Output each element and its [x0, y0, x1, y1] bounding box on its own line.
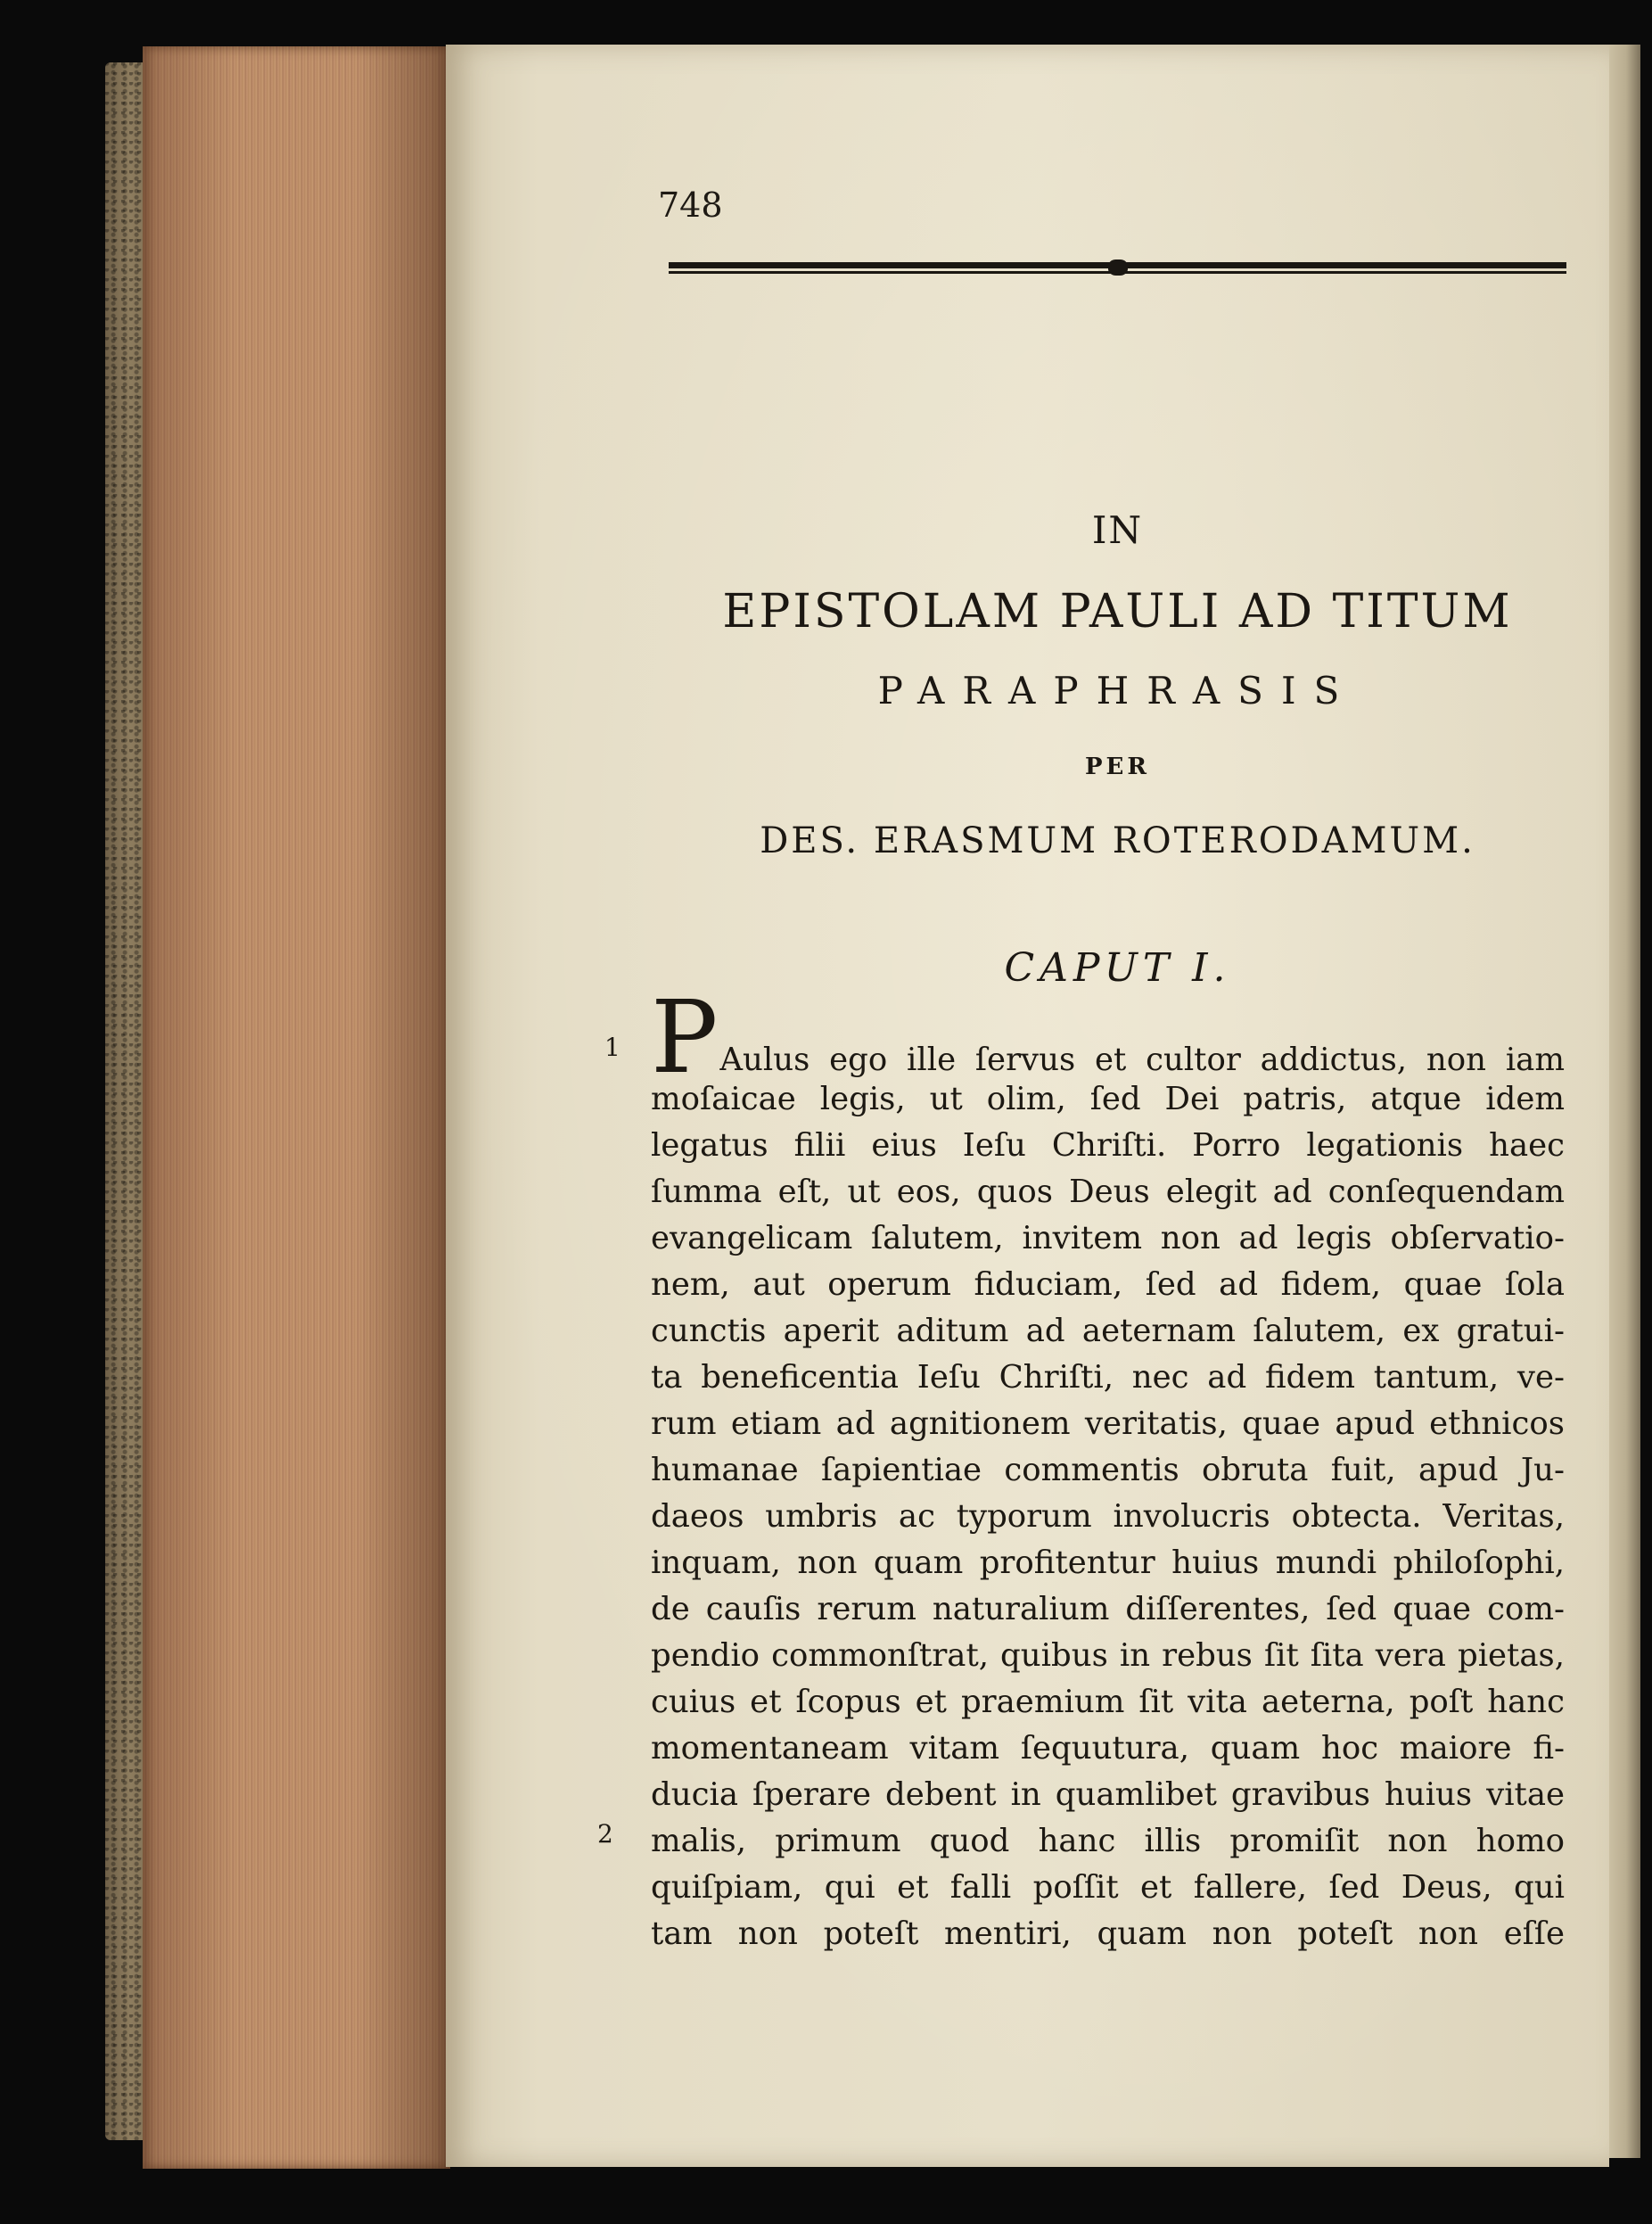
body-line: nem, aut operum fiduciam, ſed ad fidem, quae ſola — [651, 1266, 1565, 1303]
body-text — [651, 980, 1565, 1957]
verse-number-1: 1 — [604, 1033, 621, 1062]
body-line: ſumma eſt, ut eos, quos Deus elegit ad conſequendam — [651, 1174, 1565, 1210]
book-page — [446, 45, 1609, 2167]
body-line: malis, primum quod hanc illis promiſit non homo — [651, 1823, 1565, 1859]
body-line: cunctis aperit aditum ad aeternam ſalutem, ex gratui- — [651, 1313, 1565, 1349]
body-line: evangelicam ſalutem, invitem non ad legis obſervatio- — [651, 1220, 1565, 1256]
body-line: ta beneficentia Ieſu Chriſti, nec ad fidem tantum, ve- — [651, 1359, 1565, 1396]
title-line-paraphrasis: PARAPHRASIS — [877, 669, 1358, 713]
chapter-heading: CAPUT I. — [1004, 945, 1231, 991]
body-line: ducia ſperare debent in quamlibet gravibus huius vitae — [651, 1776, 1565, 1813]
page-number: 748 — [658, 185, 723, 225]
body-line: rum etiam ad agnitionem veritatis, quae apud ethnicos — [651, 1405, 1565, 1442]
body-line: momentaneam vitam ſequutura, quam hoc maiore fi- — [651, 1730, 1565, 1767]
page-edges — [143, 46, 450, 2169]
body-line: cuius et ſcopus et praemium ſit vita aeterna, poſt hanc — [651, 1684, 1565, 1720]
title-line-in: IN — [1091, 508, 1144, 552]
body-line: de cauſis rerum naturalium diſſerentes, ſed quae com- — [651, 1591, 1565, 1627]
verse-number-2: 2 — [597, 1819, 613, 1849]
body-line — [651, 980, 1565, 1096]
body-line: legatus filii eius Ieſu Chriſti. Porro legationis haec — [651, 1127, 1565, 1164]
body-line: quiſpiam, qui et falli poſſit et fallere, ſed Deus, qui — [651, 1869, 1565, 1906]
header-rule-ornament — [1108, 259, 1128, 276]
body-line: moſaicae legis, ut olim, ſed Dei patris, atque idem — [651, 1081, 1565, 1117]
title-line-epistolam: EPISTOLAM PAULI AD TITUM — [722, 585, 1513, 638]
body-line: inquam, non quam profitentur huius mundi philoſophi, — [651, 1544, 1565, 1581]
body-line-text: Aulus ego ille ſervus et cultor addictus, non iam — [719, 1042, 1565, 1078]
title-line-per: PER — [1085, 754, 1150, 780]
body-line: tam non poteſt mentiri, quam non poteſt non eſſe — [651, 1915, 1565, 1952]
body-line: daeos umbris ac typorum involucris obtecta. Veritas, — [651, 1498, 1565, 1535]
facing-page-edge — [1605, 45, 1640, 2158]
header-rule — [669, 262, 1566, 276]
body-line: humanae ſapientiae commentis obruta fuit, apud Ju- — [651, 1452, 1565, 1488]
drop-cap: P — [651, 980, 719, 1096]
body-line: pendio commonſtrat, quibus in rebus ſit ſita vera pietas, — [651, 1637, 1565, 1674]
title-line-author: DES. ERASMUM ROTERODAMUM. — [760, 820, 1475, 861]
